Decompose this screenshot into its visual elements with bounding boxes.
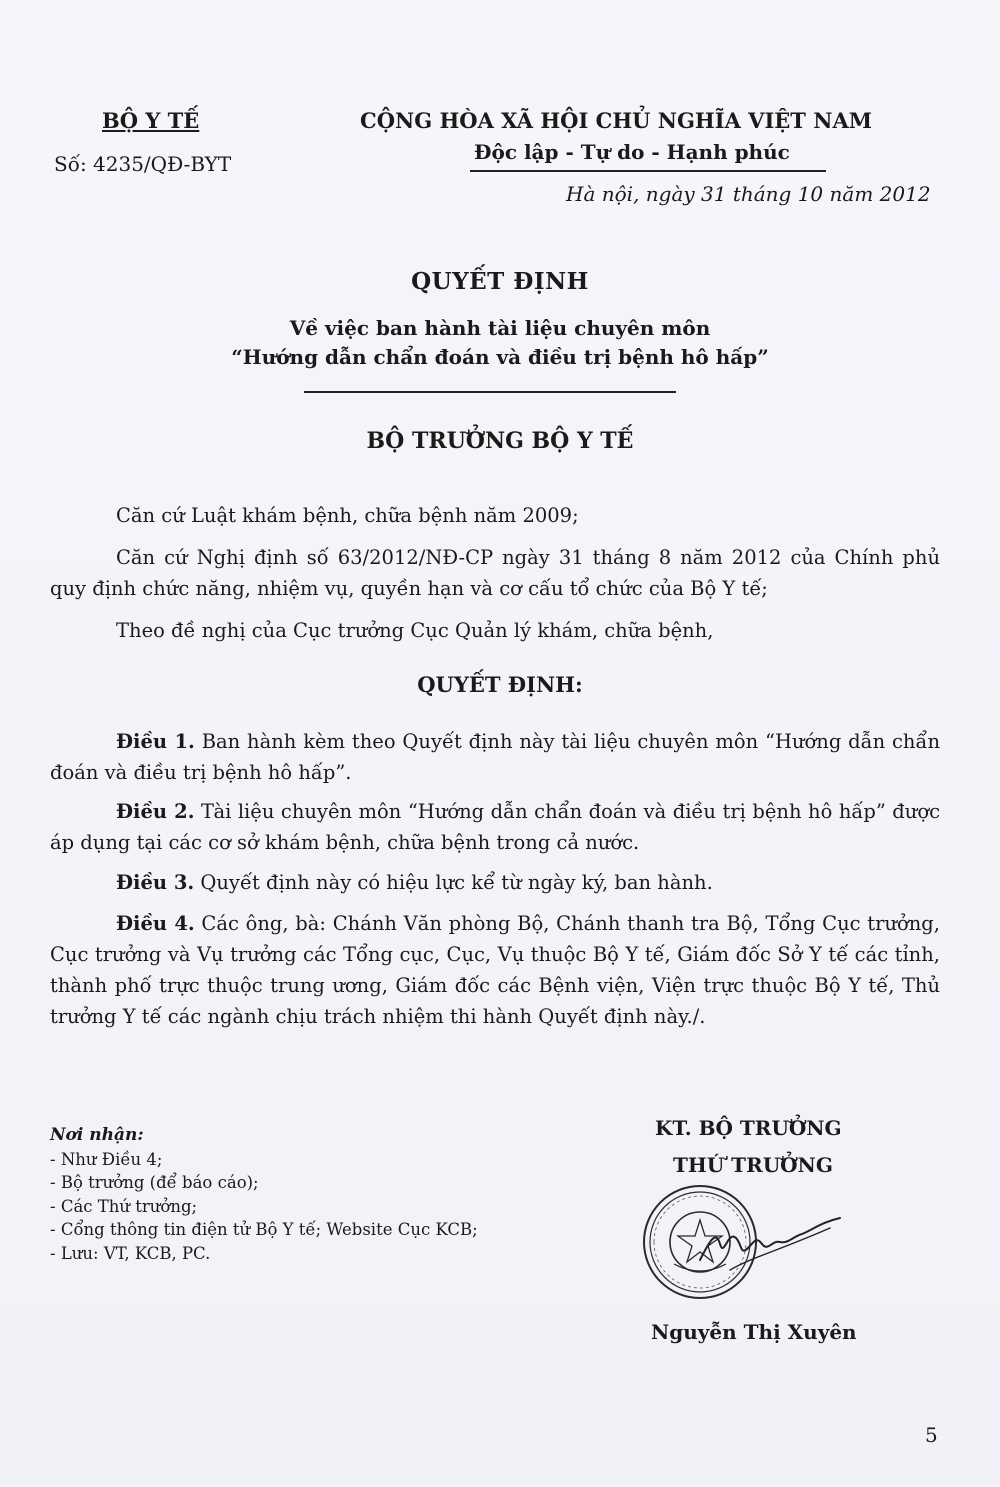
subject-divider: [304, 391, 676, 393]
recipient-item: - Các Thứ trưởng;: [50, 1196, 198, 1216]
recipient-item: - Bộ trưởng (để báo cáo);: [50, 1173, 259, 1192]
article-1-label: Điều 1.: [116, 730, 195, 753]
subject-line-1: Về việc ban hành tài liệu chuyên môn: [289, 316, 711, 340]
article-4: [50, 908, 940, 1032]
signatory-role-2: THỨ TRƯỞNG: [673, 1153, 833, 1177]
recipients-heading: Nơi nhận:: [50, 1125, 144, 1145]
article-3-label: Điều 3.: [116, 871, 195, 894]
article-2-label: Điều 2.: [116, 800, 195, 823]
recipient-item: - Lưu: VT, KCB, PC.: [50, 1243, 211, 1263]
preamble-1: Căn cứ Luật khám bệnh, chữa bệnh năm 2009;: [116, 504, 579, 527]
article-2: [50, 796, 940, 858]
signatory-name: Nguyễn Thị Xuyên: [651, 1320, 857, 1344]
article-3-text: Quyết định này có hiệu lực kể từ ngày ký, ban hành.: [194, 871, 713, 894]
recipient-item: - Cổng thông tin điện tử Bộ Y tế; Website Cục KCB;: [50, 1220, 478, 1239]
preamble-3: Theo đề nghị của Cục trưởng Cục Quản lý khám, chữa bệnh,: [116, 619, 714, 642]
national-title: CỘNG HÒA XÃ HỘI CHỦ NGHĨA VIỆT NAM: [360, 108, 872, 133]
article-2-text: Tài liệu chuyên môn “Hướng dẫn chẩn đoán và điều trị bệnh hô hấp” được áp dụng tại các cơ sở khám bệnh, chữa bệnh trong cả nước.: [50, 800, 940, 854]
national-motto: Độc lập - Tự do - Hạnh phúc: [474, 140, 790, 164]
recipients-block: [50, 1124, 478, 1265]
place-date: Hà nội, ngày 31 tháng 10 năm 2012: [566, 182, 931, 206]
article-1-text: Ban hành kèm theo Quyết định này tài liệu chuyên môn “Hướng dẫn chẩn đoán và điều trị bệnh hô hấp”.: [50, 730, 941, 784]
handwritten-signature-icon: [690, 1200, 850, 1280]
signatory-role-1: KT. BỘ TRƯỞNG: [655, 1116, 842, 1140]
document-title: QUYẾT ĐỊNH: [411, 268, 589, 295]
document-number: Số: 4235/QĐ-BYT: [54, 152, 232, 176]
page-number: 5: [925, 1423, 938, 1447]
subject-line-2: “Hướng dẫn chẩn đoán và điều trị bệnh hô hấp”: [231, 345, 769, 369]
article-4-text: Các ông, bà: Chánh Văn phòng Bộ, Chánh thanh tra Bộ, Tổng Cục trưởng, Cục trưởng và Vụ trưởng các Tổng cục, Cục, Vụ thuộc Bộ Y tế, Giám đốc Sở Y tế các tỉnh, thành phố trực thuộc trung ương, Giám đốc các Bệnh viện, Viện trực thuộc Bộ Y tế, Thủ trưởng Y tế các ngành chịu trách nhiệm thi hành Quyết định này./.: [50, 912, 940, 1028]
preamble-2: Căn cứ Nghị định số 63/2012/NĐ-CP ngày 31 tháng 8 năm 2012 của Chính phủ quy định chức năng, nhiệm vụ, quyền hạn và cơ cấu tổ chức của Bộ Y tế;: [50, 546, 940, 600]
article-4-label: Điều 4.: [116, 912, 195, 935]
article-3: [50, 867, 940, 898]
issuing-agency: BỘ Y TẾ: [102, 108, 200, 133]
issuing-authority: BỘ TRƯỞNG BỘ Y TẾ: [366, 428, 634, 454]
recipient-item: - Như Điều 4;: [50, 1149, 163, 1169]
decision-heading: QUYẾT ĐỊNH:: [417, 672, 583, 697]
article-1: [50, 726, 940, 788]
motto-underline: [470, 170, 826, 172]
